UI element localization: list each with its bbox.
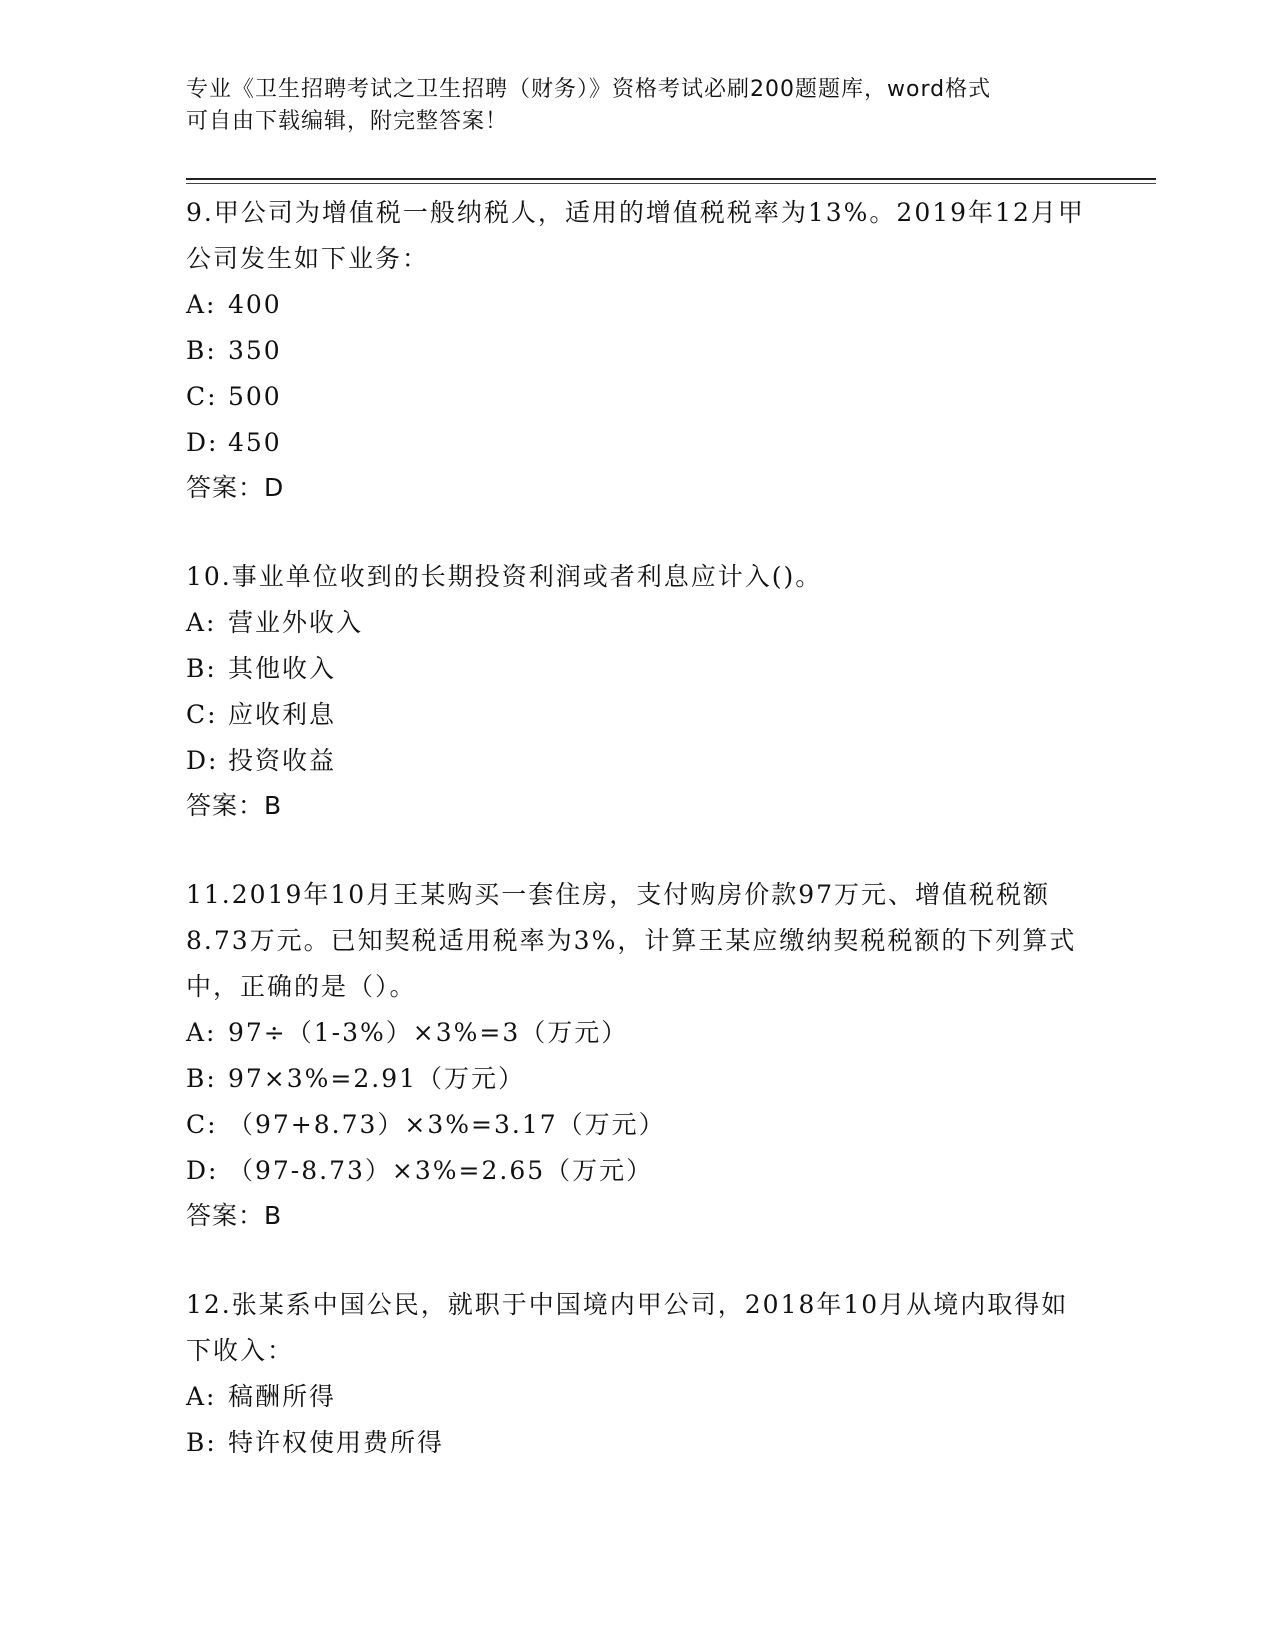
option-label: B: — [186, 654, 217, 683]
question-stem: 11.2019年10月王某购买一套住房，支付购房价款97万元、增值税税额8.73万元。已知契税适用税率为3%，计算王某应缴纳契税税额的下列算式中，正确的是（）。 — [186, 880, 1077, 1001]
option-label: A: — [186, 290, 217, 319]
header-divider-thick — [186, 178, 1156, 180]
option-text: 应收利息 — [228, 700, 337, 729]
option-label: A: — [186, 1018, 217, 1047]
question-list — [186, 190, 1086, 1510]
question-12 — [186, 1282, 1086, 1466]
question-10 — [186, 554, 1086, 828]
option-c — [186, 1102, 1086, 1148]
option-text: 投资收益 — [228, 746, 337, 775]
answer-line: 答案：B — [186, 1201, 283, 1230]
option-text: 其他收入 — [228, 654, 337, 683]
question-11 — [186, 872, 1086, 1238]
option-b — [186, 1056, 1086, 1102]
option-d — [186, 738, 1086, 784]
header-line-1: 专业《卫生招聘考试之卫生招聘（财务）》资格考试必刷200题题库，word格式 — [186, 77, 992, 102]
option-text: 500 — [228, 382, 282, 411]
option-a — [186, 1010, 1086, 1056]
option-d — [186, 420, 1086, 466]
header-divider-thin — [186, 183, 1156, 184]
option-label: B: — [186, 1064, 217, 1093]
option-b — [186, 646, 1086, 692]
option-label: D: — [186, 746, 219, 775]
option-label: B: — [186, 1428, 217, 1457]
option-c — [186, 374, 1086, 420]
option-text: 450 — [228, 428, 282, 457]
option-label: A: — [186, 1382, 217, 1411]
option-b — [186, 328, 1086, 374]
header-line-2: 可自由下载编辑，附完整答案！ — [186, 109, 509, 134]
question-stem: 10.事业单位收到的长期投资利润或者利息应计入()。 — [186, 562, 823, 591]
option-text: 特许权使用费所得 — [228, 1428, 445, 1457]
option-a — [186, 1374, 1086, 1420]
document-header — [186, 74, 1086, 138]
option-label: C: — [186, 1110, 218, 1139]
answer-line: 答案：B — [186, 791, 283, 820]
answer-line: 答案：D — [186, 473, 285, 502]
option-text: （97-8.73）×3%=2.65（万元） — [228, 1156, 654, 1185]
option-label: D: — [186, 428, 219, 457]
option-text: 97×3%=2.91（万元） — [228, 1064, 526, 1093]
option-label: C: — [186, 382, 218, 411]
option-label: D: — [186, 1156, 219, 1185]
option-text: 400 — [228, 290, 282, 319]
option-label: B: — [186, 336, 217, 365]
option-a — [186, 282, 1086, 328]
option-text: 350 — [228, 336, 282, 365]
question-stem: 9.甲公司为增值税一般纳税人，适用的增值税税率为13%。2019年12月甲公司发生如下业务： — [186, 198, 1085, 273]
option-label: C: — [186, 700, 218, 729]
question-stem: 12.张某系中国公民，就职于中国境内甲公司，2018年10月从境内取得如下收入： — [186, 1290, 1069, 1365]
option-a — [186, 600, 1086, 646]
option-text: 稿酬所得 — [228, 1382, 337, 1411]
option-label: A: — [186, 608, 217, 637]
option-text: （97+8.73）×3%=3.17（万元） — [228, 1110, 666, 1139]
option-c — [186, 692, 1086, 738]
question-9 — [186, 190, 1086, 510]
option-b — [186, 1420, 1086, 1466]
option-d — [186, 1148, 1086, 1194]
option-text: 97÷（1-3%）×3%=3（万元） — [228, 1018, 629, 1047]
option-text: 营业外收入 — [228, 608, 364, 637]
